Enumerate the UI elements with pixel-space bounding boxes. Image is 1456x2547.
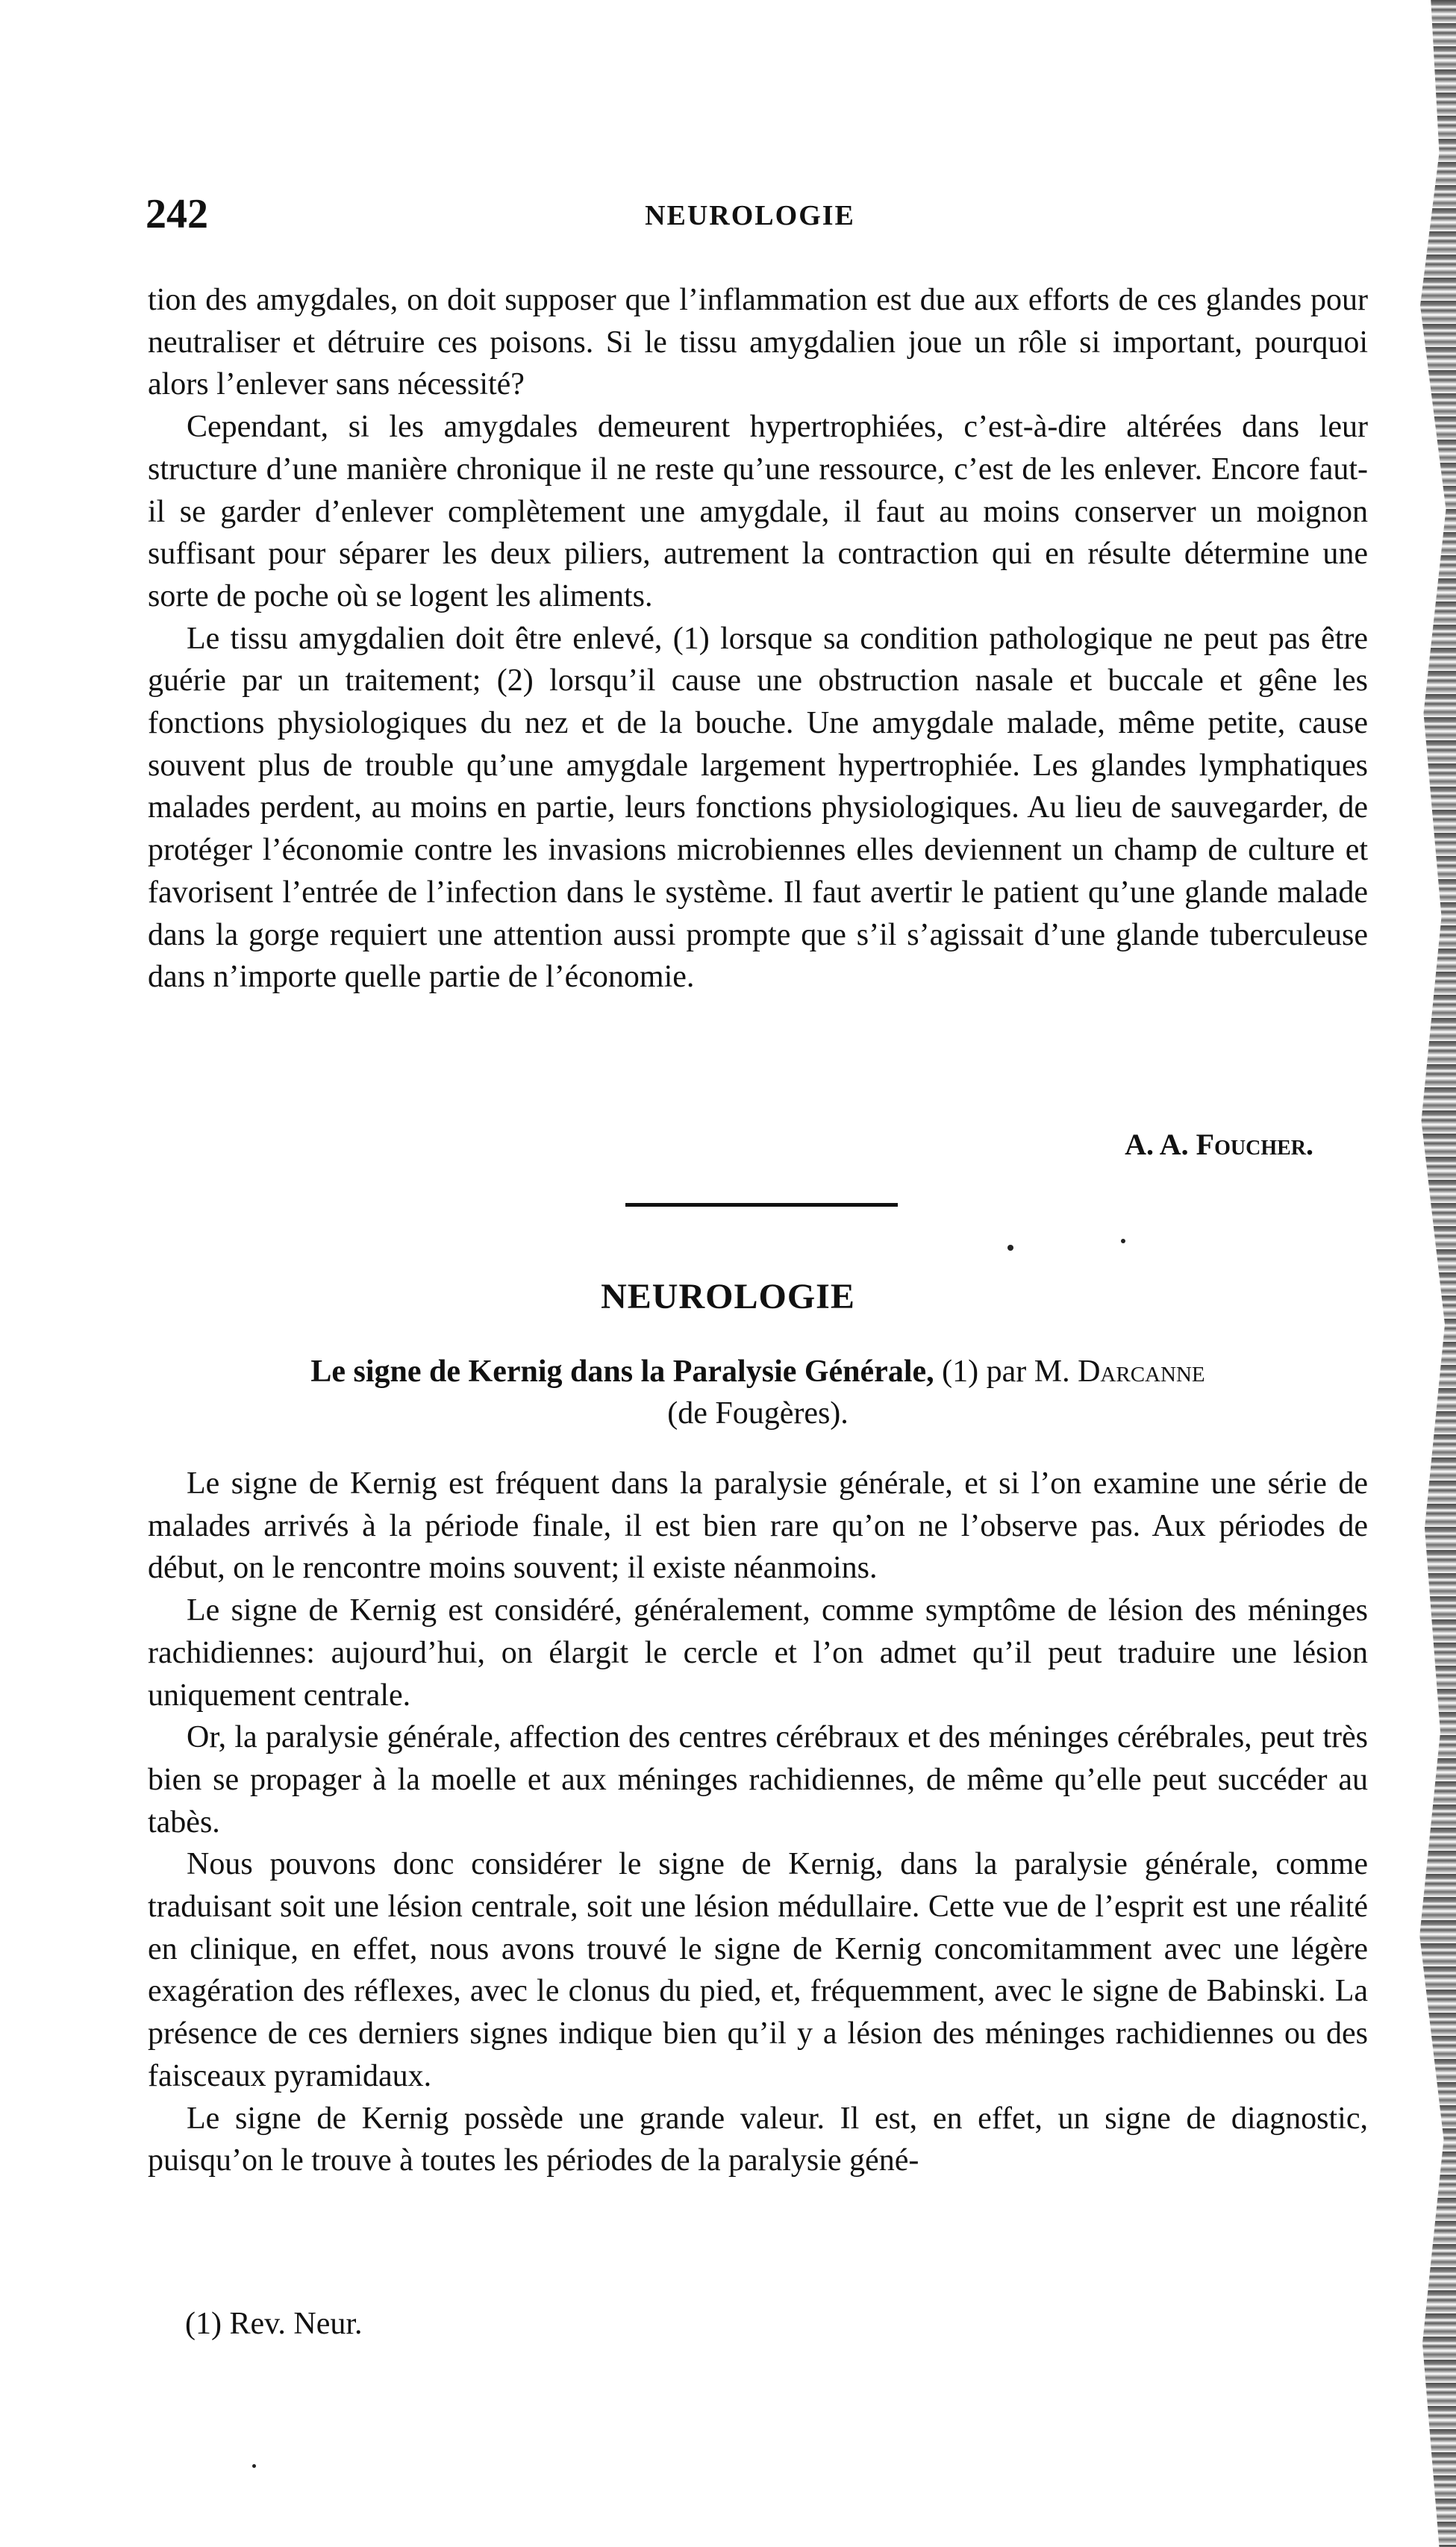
paragraph: Le tissu amygdalien doit être enlevé, (1) lorsque sa condition pathologique ne peut pas être guérie par un traitement; (2) lorsqu’il cause une obstruction nasale et buccale et gêne les fonctions physiologiques du nez et de la bouche. Une amygdale malade, même petite, cause souvent plus de trouble qu’une amygdale largement hypertrophiée. Les glandes lymphatiques malades perdent, au moins en partie, leurs fonctions physiologiques. Au lieu de sauvegarder, de protéger l’économie contre les invasions microbiennes elles deviennent un champ de culture et favorisent l’entrée de l’infection dans le système. Il faut avertir le patient qu’une glande malade dans la gorge requiert une attention aussi prompte que s’il s’agissait d’une glande tuberculeuse dans n’importe quelle partie de l’économie. (148, 621, 1368, 995)
author-signature: A. A. Foucher. (1125, 1128, 1313, 1161)
paragraph: Nous pouvons donc considérer le signe de Kernig, dans la paralysie générale, comme traduisant soit une lésion centrale, soit une lésion médullaire. Cette vue de l’esprit est une réalité en clinique, en effet, nous avons trouvé le signe de Kernig concomitamment avec une légère exagération des réflexes, avec le clonus du pied, et, fréquemment, avec le signe de Babinski. La présence de ces derniers signes indique bien qu’il y a lésion des méninges rachidiennes ou des faisceaux pyramidaux. (148, 1847, 1368, 2093)
paragraph: Le signe de Kernig est fréquent dans la paralysie générale, et si l’on examine une série de malades arrivés à la période finale, il est bien rare qu’on ne l’observe pas. Aux périodes de début, on le rencontre moins souvent; il existe néanmoins. (148, 1466, 1368, 1586)
paragraph: Or, la paralysie générale, affection des centres cérébraux et des méninges cérébrales, peut très bien se propager à la moelle et aux méninges rachidiennes, de même qu’elle peut succéder au tabès. (148, 1720, 1368, 1840)
scan-speck (1121, 1239, 1125, 1243)
page-header (146, 190, 1355, 243)
scan-speck (1007, 1245, 1013, 1251)
running-head: NEUROLOGIE (645, 200, 855, 231)
page-number: 242 (146, 191, 208, 237)
paragraph: Cependant, si les amygdales demeurent hypertrophiées, c’est-à-dire altérées dans leur structure d’une manière chronique il ne reste qu’une ressource, c’est de les enlever. Encore faut-il se garder d’enlever complètement une amygdale, il faut au moins conserver un moignon suffisant pour séparer les deux piliers, autrement la contraction qui en résulte détermine une sorte de poche où se logent les aliments. (148, 410, 1368, 613)
paragraph: tion des amygdales, on doit supposer que l’inflammation est due aux efforts de ces glandes pour neutraliser et détruire ces poisons. Si le tissu amygdalien joue un rôle si important, pourquoi alors l’enlever sans nécessité? (148, 283, 1368, 402)
article-title (148, 1351, 1368, 1434)
article-author: Darcanne (1078, 1354, 1205, 1389)
article-body (148, 1463, 1368, 2182)
section-title: NEUROLOGIE (601, 1277, 855, 1316)
scanned-page-edge (1400, 0, 1456, 2547)
section-divider-rule (625, 1203, 898, 1207)
previous-article-body (148, 279, 1368, 999)
paragraph: Le signe de Kernig possède une grande valeur. Il est, en effet, un signe de diagnostic, puisqu’on le trouve à toutes les périodes de la paralysie géné- (148, 2101, 1368, 2178)
article-title-main: Le signe de Kernig dans la Paralysie Générale, (310, 1354, 934, 1389)
scan-speck (252, 2464, 256, 2468)
article-title-note: (1) par M. (934, 1354, 1078, 1389)
article-author-origin: (de Fougères). (667, 1396, 849, 1431)
paragraph: Le signe de Kernig est considéré, généralement, comme symptôme de lésion des méninges rachidiennes: aujourd’hui, on élargit le cercle et l’on admet qu’il peut traduire une lésion uniquement centrale. (148, 1593, 1368, 1713)
footnote: (1) Rev. Neur. (185, 2307, 363, 2341)
